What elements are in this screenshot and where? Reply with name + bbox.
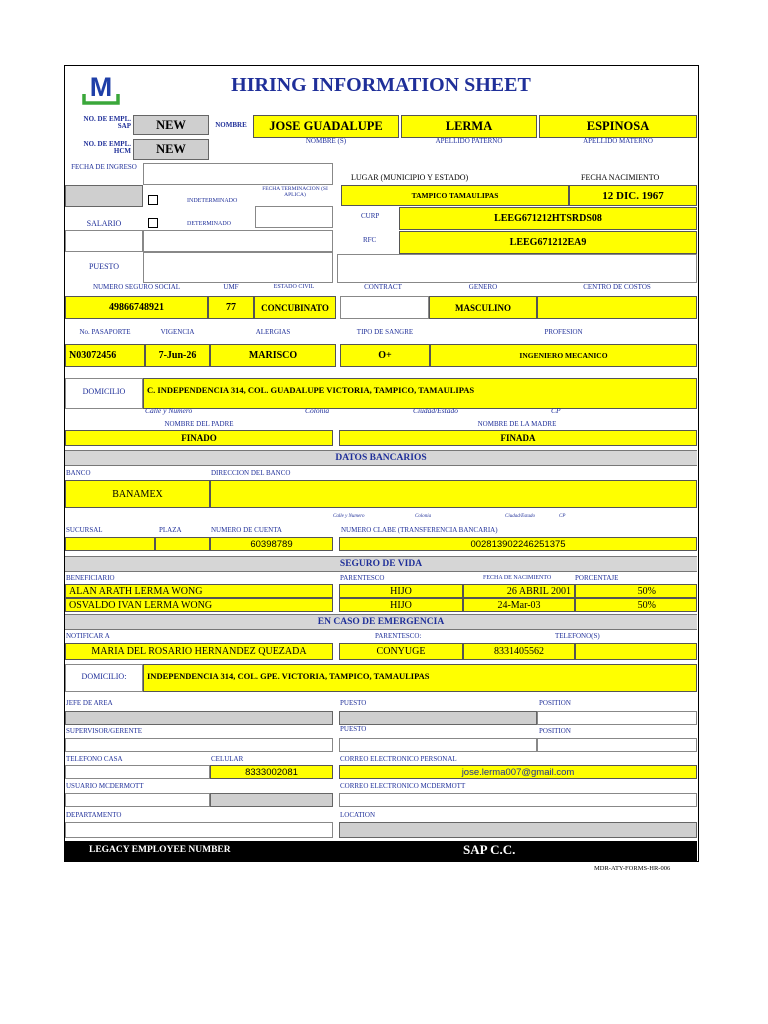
domicilio-sub-calle: Calle y Numero (145, 406, 193, 415)
genero-field[interactable]: MASCULINO (429, 296, 537, 319)
sap-cc-label: SAP C.C. (463, 842, 516, 857)
lugar-nacimiento-field[interactable]: TAMPICO TAMAULIPAS (341, 185, 569, 206)
sucursal-field[interactable] (65, 537, 155, 551)
logo-letter: M (89, 72, 113, 102)
banco-sub-ciudad: Ciudad/Estado (505, 514, 536, 519)
puesto-field[interactable] (143, 252, 333, 283)
determinado-label: DETERMINADO (187, 221, 231, 227)
parentesco-1-field[interactable]: HIJO (339, 584, 463, 598)
emergencia-dom-label: DOMICILIO: (81, 672, 127, 681)
banco-field[interactable]: BANAMEX (65, 480, 210, 508)
usuario-mcdermott-field-2[interactable] (210, 793, 333, 807)
fecha-nac-1-field[interactable]: 26 ABRIL 2001 (463, 584, 575, 598)
fecha-nacimiento-field[interactable]: 12 DIC. 1967 (569, 185, 697, 206)
notificar-label: NOTIFICAR A (66, 632, 110, 640)
hcm-label: NO. DE EMPL. HCM (83, 140, 131, 156)
jefe-position-label: POSITION (539, 699, 571, 707)
cuenta-field[interactable]: 60398789 (210, 537, 333, 551)
estado-civil-label: ESTADO CIVIL (273, 284, 315, 290)
fecha-ingreso-label: FECHA DE INGRESO (71, 163, 137, 171)
profesion-field[interactable]: INGENIERO MECANICO (430, 344, 697, 367)
jefe-area-field[interactable] (65, 711, 333, 725)
madre-field[interactable]: FINADA (339, 430, 697, 446)
fecha-terminacion-field[interactable] (255, 206, 333, 228)
nss-field[interactable]: 49866748921 (65, 296, 208, 319)
beneficiario-label: BENEFICIARIO (66, 574, 115, 582)
cuenta-label: NUMERO DE CUENTA (211, 526, 282, 534)
supervisor-label: SUPERVISOR/GERENTE (66, 727, 143, 735)
fecha-nac-2-field[interactable]: 24-Mar-03 (463, 598, 575, 612)
plaza-field[interactable] (155, 537, 210, 551)
banco-sub-cp: CP (559, 514, 566, 519)
form-title: HIRING INFORMATION SHEET (231, 74, 531, 96)
alergias-label: ALERGIAS (255, 328, 291, 336)
paterno-sub-label: APELLIDO PATERNO (435, 137, 503, 145)
domicilio-sub-cp: CP (551, 406, 561, 415)
jefe-area-label: JEFE DE AREA (66, 699, 113, 707)
form-code: MDR-ATY-FORMS-HR-006 (594, 865, 671, 872)
legacy-employee-label: LEGACY EMPLOYEE NUMBER (89, 845, 231, 855)
indeterminado-label: INDETERMINADO (187, 198, 238, 204)
supervisor-position-field[interactable] (537, 738, 697, 752)
rfc-label: RFC (363, 236, 377, 244)
celular-label: CELULAR (211, 755, 244, 763)
centro-costos-field[interactable] (537, 296, 697, 319)
location-label: LOCATION (340, 811, 375, 819)
parentesco-2-field[interactable]: HIJO (339, 598, 463, 612)
nac-extra-field[interactable] (337, 254, 697, 283)
nombre-field[interactable]: JOSE GUADALUPE (253, 115, 399, 138)
emergencia-telefono-label: TELEFONO(S) (555, 632, 600, 640)
clabe-label: NUMERO CLABE (TRANSFERENCIA BANCARIA) (341, 526, 498, 534)
datos-bancarios-header: DATOS BANCARIOS (65, 450, 697, 466)
sucursal-label: SUCURSAL (66, 526, 103, 534)
apellido-paterno-field[interactable]: LERMA (401, 115, 537, 138)
emergencia-telefono-field[interactable]: 8331405562 (463, 643, 575, 660)
salario-label: SALARIO (86, 219, 122, 228)
beneficiario-2-field[interactable]: OSVALDO IVAN LERMA WONG (65, 598, 333, 612)
jefe-puesto-label: PUESTO (340, 699, 367, 707)
fecha-ingreso-field[interactable] (65, 185, 143, 207)
nombre-sub-label: NOMBRE (S) (305, 137, 347, 145)
emergencia-domicilio-field[interactable]: INDEPENDENCIA 314, COL. GPE. VICTORIA, TAMPICO, TAMAULIPAS (143, 664, 697, 692)
emergencia-parentesco-field[interactable]: CONYUGE (339, 643, 463, 660)
profesion-label: PROFESION (544, 328, 583, 336)
porcentaje-label: PORCENTAJE (575, 574, 619, 582)
curp-label: CURP (361, 212, 380, 220)
parentesco-label: PARENTESCO (340, 574, 385, 582)
correo-mcdermott-label: CORREO ELECTRONICO MCDERMOTT (340, 782, 466, 790)
domicilio-field[interactable]: C. INDEPENDENCIA 314, COL. GUADALUPE VICTORIA, TAMPICO, TAMAULIPAS (143, 378, 697, 409)
direccion-banco-label: DIRECCION DEL BANCO (211, 469, 291, 477)
pasaporte-field[interactable]: N03072456 (65, 344, 145, 367)
padre-label: NOMBRE DEL PADRE (164, 420, 234, 428)
rfc-field[interactable]: LEEG671212EA9 (399, 231, 697, 254)
umf-label: UMF (223, 283, 239, 291)
fecha-nacimiento-label: FECHA NACIMIENTO (581, 173, 660, 182)
location-field[interactable] (339, 822, 697, 838)
materno-sub-label: APELLIDO MATERNO (583, 137, 653, 145)
telefono-casa-field[interactable] (65, 765, 210, 779)
banco-sub-calle: Calle y Numero (333, 514, 365, 519)
footer-bar (65, 841, 697, 861)
pasaporte-label: No. PASAPORTE (79, 328, 131, 336)
estado-civil-field[interactable]: CONCUBINATO (254, 296, 336, 319)
supervisor-puesto-label: PUESTO (340, 725, 367, 733)
nss-label: NUMERO SEGURO SOCIAL (92, 283, 181, 291)
fecha-terminacion-label: FECHA TERMINACION (SI APLICA) (262, 186, 328, 198)
fecha-nac-benef-label: FECHA DE NACIMIENTO (483, 575, 552, 581)
tipo-sangre-field[interactable]: O+ (340, 344, 430, 367)
direccion-banco-field[interactable] (210, 480, 697, 508)
clabe-field[interactable]: 002813902246251375 (339, 537, 697, 551)
tipo-contrato-box (143, 163, 333, 185)
emergencia-header: EN CASO DE EMERGENCIA (65, 614, 697, 630)
departamento-label: DEPARTAMENTO (66, 811, 122, 819)
alergias-field[interactable]: MARISCO (210, 344, 336, 367)
nombre-label: NOMBRE (215, 121, 247, 129)
salario-field[interactable] (65, 230, 143, 252)
plaza-label: PLAZA (159, 526, 182, 534)
puesto-label: PUESTO (88, 262, 120, 271)
supervisor-field[interactable] (65, 738, 333, 752)
usuario-mcdermott-field[interactable] (65, 793, 210, 807)
lugar-nacimiento-label: LUGAR (MUNICIPIO Y ESTADO) (351, 173, 469, 182)
tipo-sangre-label: TIPO DE SANGRE (356, 328, 414, 336)
padre-field[interactable]: FINADO (65, 430, 333, 446)
emergencia-nombre-field[interactable]: MARIA DEL ROSARIO HERNANDEZ QUEZADA (65, 643, 333, 660)
jefe-puesto-field[interactable] (339, 711, 537, 725)
emergencia-telefono-field-2[interactable] (575, 643, 697, 660)
porcentaje-1-field[interactable]: 50% (575, 584, 697, 598)
domicilio-label: DOMICILIO (82, 387, 126, 396)
genero-label: GENERO (468, 283, 498, 291)
sap-label: NO. DE EMPL. SAP (83, 115, 131, 131)
sap-number-field[interactable]: NEW (133, 115, 209, 135)
contract-label: CONTRACT (364, 283, 402, 291)
usuario-mcdermott-label: USUARIO MCDERMOTT (66, 782, 144, 790)
hcm-number-field[interactable]: NEW (133, 139, 209, 160)
porcentaje-2-field[interactable]: 50% (575, 598, 697, 612)
domicilio-sub-ciudad: Ciudad/Estado (413, 406, 459, 415)
supervisor-position-label: POSITION (539, 727, 571, 735)
jefe-position-field[interactable] (537, 711, 697, 725)
emergencia-parentesco-label: PARENTESCO: (375, 632, 422, 640)
correo-personal-label: CORREO ELECTRONICO PERSONAL (340, 755, 457, 763)
correo-mcdermott-field[interactable] (339, 793, 697, 807)
domicilio-sub-colonia: Colonia (305, 406, 330, 415)
vigencia-label: VIGENCIA (160, 328, 195, 336)
seguro-vida-header: SEGURO DE VIDA (65, 556, 697, 572)
correo-personal-field[interactable]: jose.lerma007@gmail.com (339, 765, 697, 779)
supervisor-puesto-field[interactable] (339, 738, 537, 752)
madre-label: NOMBRE DE LA MADRE (477, 420, 557, 428)
apellido-materno-field[interactable]: ESPINOSA (539, 115, 697, 138)
hiring-form (64, 65, 699, 862)
departamento-field[interactable] (65, 822, 333, 838)
banco-label: BANCO (66, 469, 91, 477)
indeterminado-checkbox[interactable] (148, 195, 158, 205)
curp-field[interactable]: LEEG671212HTSRDS08 (399, 207, 697, 230)
contract-field[interactable] (340, 296, 429, 319)
salario-field-ext[interactable] (143, 230, 333, 252)
centro-costos-label: CENTRO DE COSTOS (583, 283, 651, 291)
vigencia-field[interactable]: 7-Jun-26 (145, 344, 210, 367)
banco-sub-colonia: Colonia (415, 514, 432, 519)
telefono-casa-label: TELEFONO CASA (66, 755, 123, 763)
celular-field[interactable]: 8333002081 (210, 765, 333, 779)
umf-field[interactable]: 77 (208, 296, 254, 319)
determinado-checkbox[interactable] (148, 218, 158, 228)
beneficiario-1-field[interactable]: ALAN ARATH LERMA WONG (65, 584, 333, 598)
